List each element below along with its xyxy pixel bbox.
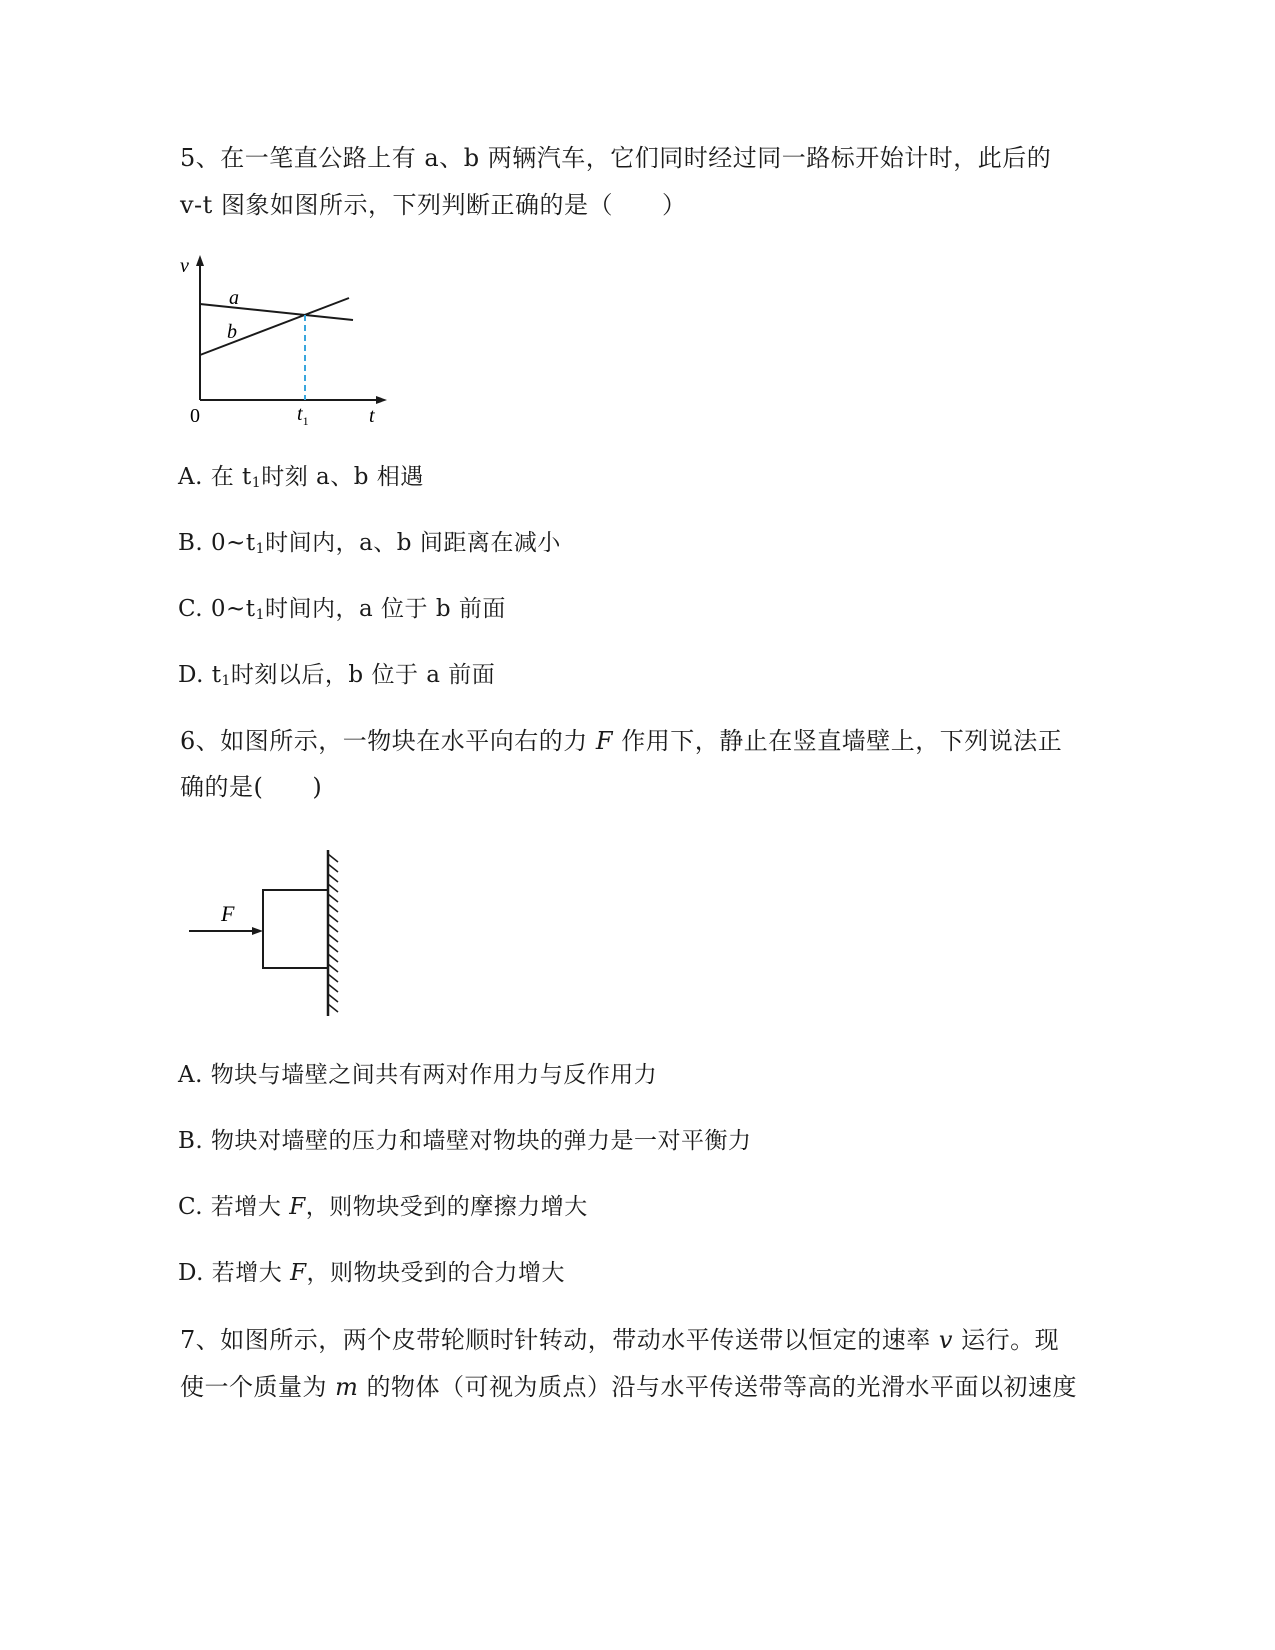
force-label: F [221, 901, 235, 926]
v-axis-arrow [196, 255, 204, 266]
q7-stem-line2: 使一个质量为 m 的物体（可视为质点）沿与水平传送带等高的光滑水平面以初速度 [180, 1373, 1078, 1401]
t1-label: $t_1$ [297, 403, 309, 428]
origin-label: 0 [190, 405, 200, 427]
q5-option-b: B. $0\sim t_1$时间内，a、b 间距离在减小 [178, 530, 561, 557]
q6-stem-line2: 确的是( ) [180, 773, 323, 801]
q5-option-a: A. 在 $t_1$时刻 a、b 相遇 [178, 464, 424, 491]
line-b-label: b [227, 321, 237, 343]
wall-hatching [328, 854, 338, 1012]
t-axis-label: t [369, 405, 375, 427]
line-a [200, 304, 353, 320]
t-axis-arrow [376, 396, 387, 404]
force-arrowhead [252, 927, 263, 935]
block [263, 890, 328, 968]
q6-option-a: A. 物块与墙壁之间共有两对作用力与反作用力 [178, 1062, 658, 1088]
q5-stem-line2: v-t 图象如图所示，下列判断正确的是（ ） [180, 191, 687, 219]
q6-option-d: D. 若增大 F，则物块受到的合力增大 [178, 1260, 566, 1286]
q5-vt-graph [175, 250, 395, 435]
q6-stem-line1: 6、如图所示，一物块在水平向右的力 F 作用下，静止在竖直墙壁上，下列说法正 [180, 727, 1063, 755]
q6-wall-block-figure [185, 848, 365, 1023]
q6-option-b: B. 物块对墙壁的压力和墙壁对物块的弹力是一对平衡力 [178, 1128, 752, 1154]
q5-option-c: C. $0\sim t_1$时间内，a 位于 b 前面 [178, 596, 506, 623]
q6-option-c: C. 若增大 F，则物块受到的摩擦力增大 [178, 1194, 588, 1220]
q7-stem-line1: 7、如图所示，两个皮带轮顺时针转动，带动水平传送带以恒定的速率 v 运行。现 [180, 1326, 1060, 1354]
line-a-label: a [229, 287, 239, 309]
q5-option-d: D. $t_1$时刻以后，b 位于 a 前面 [178, 662, 496, 689]
q5-stem-line1: 5、在一笔直公路上有 a、b 两辆汽车，它们同时经过同一路标开始计时，此后的 [180, 144, 1052, 172]
v-axis-label: v [180, 255, 189, 277]
